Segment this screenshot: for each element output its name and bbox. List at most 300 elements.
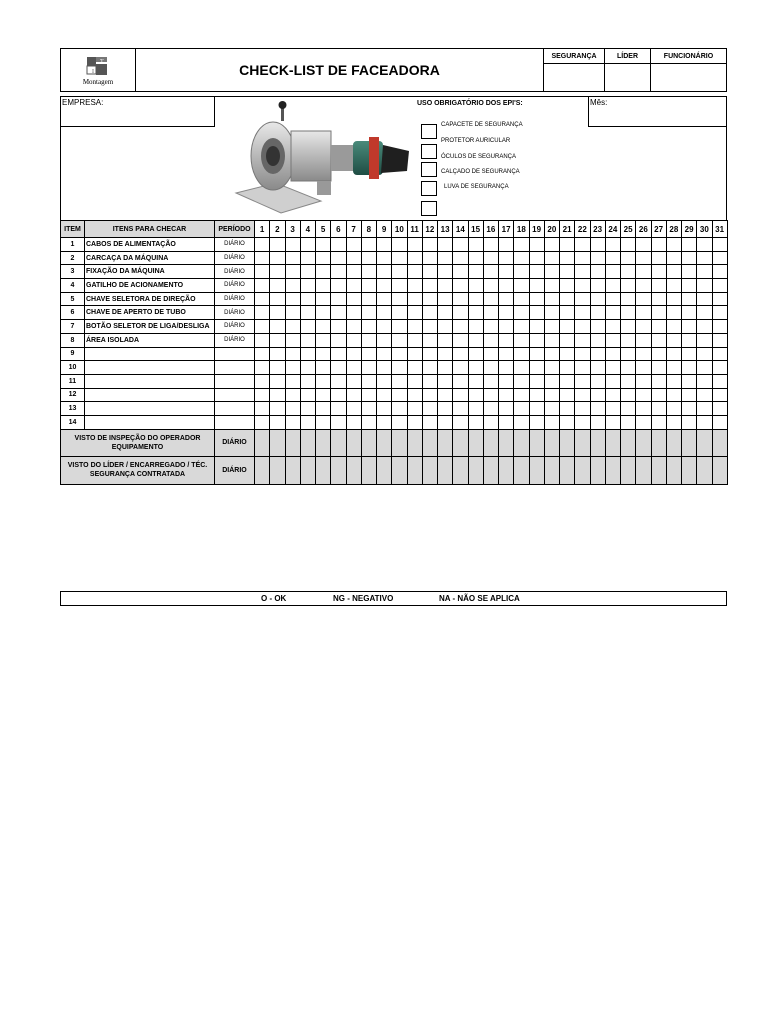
day-check-cell[interactable] xyxy=(712,388,727,402)
day-check-cell[interactable] xyxy=(499,279,514,293)
day-check-cell[interactable] xyxy=(316,251,331,265)
day-check-cell[interactable] xyxy=(377,347,392,361)
signature-day-cell[interactable] xyxy=(590,457,605,485)
day-check-cell[interactable] xyxy=(300,279,315,293)
day-check-cell[interactable] xyxy=(560,361,575,375)
day-check-cell[interactable] xyxy=(453,265,468,279)
day-check-cell[interactable] xyxy=(529,292,544,306)
day-check-cell[interactable] xyxy=(316,361,331,375)
day-check-cell[interactable] xyxy=(666,292,681,306)
epi-checkbox[interactable] xyxy=(421,162,437,177)
day-check-cell[interactable] xyxy=(300,361,315,375)
day-check-cell[interactable] xyxy=(361,279,376,293)
day-check-cell[interactable] xyxy=(682,292,697,306)
day-check-cell[interactable] xyxy=(438,388,453,402)
day-check-cell[interactable] xyxy=(316,265,331,279)
day-check-cell[interactable] xyxy=(590,306,605,320)
signature-day-cell[interactable] xyxy=(422,457,437,485)
signature-day-cell[interactable] xyxy=(407,429,422,457)
day-check-cell[interactable] xyxy=(438,415,453,429)
day-check-cell[interactable] xyxy=(438,374,453,388)
day-check-cell[interactable] xyxy=(636,388,651,402)
day-check-cell[interactable] xyxy=(560,347,575,361)
day-check-cell[interactable] xyxy=(331,347,346,361)
day-check-cell[interactable] xyxy=(590,402,605,416)
day-check-cell[interactable] xyxy=(453,347,468,361)
day-check-cell[interactable] xyxy=(529,388,544,402)
day-check-cell[interactable] xyxy=(316,388,331,402)
day-check-cell[interactable] xyxy=(499,388,514,402)
day-check-cell[interactable] xyxy=(499,374,514,388)
day-check-cell[interactable] xyxy=(300,306,315,320)
day-check-cell[interactable] xyxy=(514,388,529,402)
day-check-cell[interactable] xyxy=(651,292,666,306)
day-check-cell[interactable] xyxy=(575,374,590,388)
day-check-cell[interactable] xyxy=(285,320,300,334)
day-check-cell[interactable] xyxy=(346,306,361,320)
day-check-cell[interactable] xyxy=(331,292,346,306)
day-check-cell[interactable] xyxy=(651,265,666,279)
day-check-cell[interactable] xyxy=(438,361,453,375)
day-check-cell[interactable] xyxy=(590,279,605,293)
signature-day-cell[interactable] xyxy=(544,429,559,457)
day-check-cell[interactable] xyxy=(407,388,422,402)
day-check-cell[interactable] xyxy=(483,251,498,265)
day-check-cell[interactable] xyxy=(346,265,361,279)
day-check-cell[interactable] xyxy=(575,279,590,293)
day-check-cell[interactable] xyxy=(255,333,270,347)
day-check-cell[interactable] xyxy=(621,374,636,388)
day-check-cell[interactable] xyxy=(544,415,559,429)
day-check-cell[interactable] xyxy=(560,265,575,279)
day-check-cell[interactable] xyxy=(636,402,651,416)
day-check-cell[interactable] xyxy=(712,415,727,429)
day-check-cell[interactable] xyxy=(682,333,697,347)
day-check-cell[interactable] xyxy=(514,251,529,265)
day-check-cell[interactable] xyxy=(438,265,453,279)
day-check-cell[interactable] xyxy=(529,415,544,429)
day-check-cell[interactable] xyxy=(621,347,636,361)
day-check-cell[interactable] xyxy=(605,388,620,402)
signature-day-cell[interactable] xyxy=(331,457,346,485)
day-check-cell[interactable] xyxy=(285,374,300,388)
day-check-cell[interactable] xyxy=(392,361,407,375)
day-check-cell[interactable] xyxy=(560,238,575,252)
mes-field[interactable] xyxy=(588,97,726,127)
day-check-cell[interactable] xyxy=(560,415,575,429)
signature-day-cell[interactable] xyxy=(483,429,498,457)
day-check-cell[interactable] xyxy=(468,402,483,416)
day-check-cell[interactable] xyxy=(605,238,620,252)
day-check-cell[interactable] xyxy=(621,333,636,347)
day-check-cell[interactable] xyxy=(255,347,270,361)
day-check-cell[interactable] xyxy=(422,279,437,293)
signature-day-cell[interactable] xyxy=(544,457,559,485)
day-check-cell[interactable] xyxy=(499,347,514,361)
day-check-cell[interactable] xyxy=(483,415,498,429)
day-check-cell[interactable] xyxy=(377,306,392,320)
day-check-cell[interactable] xyxy=(682,251,697,265)
day-check-cell[interactable] xyxy=(666,361,681,375)
day-check-cell[interactable] xyxy=(575,265,590,279)
day-check-cell[interactable] xyxy=(697,415,712,429)
day-check-cell[interactable] xyxy=(422,388,437,402)
day-check-cell[interactable] xyxy=(575,320,590,334)
day-check-cell[interactable] xyxy=(270,374,285,388)
day-check-cell[interactable] xyxy=(636,361,651,375)
day-check-cell[interactable] xyxy=(270,265,285,279)
day-check-cell[interactable] xyxy=(682,279,697,293)
signature-day-cell[interactable] xyxy=(529,457,544,485)
day-check-cell[interactable] xyxy=(499,292,514,306)
day-check-cell[interactable] xyxy=(468,306,483,320)
day-check-cell[interactable] xyxy=(316,402,331,416)
day-check-cell[interactable] xyxy=(636,306,651,320)
day-check-cell[interactable] xyxy=(697,347,712,361)
day-check-cell[interactable] xyxy=(483,292,498,306)
day-check-cell[interactable] xyxy=(331,415,346,429)
day-check-cell[interactable] xyxy=(529,320,544,334)
day-check-cell[interactable] xyxy=(560,251,575,265)
day-check-cell[interactable] xyxy=(651,279,666,293)
signature-day-cell[interactable] xyxy=(270,457,285,485)
day-check-cell[interactable] xyxy=(666,251,681,265)
day-check-cell[interactable] xyxy=(392,320,407,334)
day-check-cell[interactable] xyxy=(590,374,605,388)
day-check-cell[interactable] xyxy=(514,265,529,279)
day-check-cell[interactable] xyxy=(270,347,285,361)
signature-day-cell[interactable] xyxy=(483,457,498,485)
day-check-cell[interactable] xyxy=(666,374,681,388)
day-check-cell[interactable] xyxy=(621,292,636,306)
day-check-cell[interactable] xyxy=(697,251,712,265)
day-check-cell[interactable] xyxy=(636,292,651,306)
day-check-cell[interactable] xyxy=(453,374,468,388)
day-check-cell[interactable] xyxy=(483,402,498,416)
day-check-cell[interactable] xyxy=(575,402,590,416)
day-check-cell[interactable] xyxy=(621,320,636,334)
day-check-cell[interactable] xyxy=(682,320,697,334)
day-check-cell[interactable] xyxy=(621,361,636,375)
day-check-cell[interactable] xyxy=(285,333,300,347)
day-check-cell[interactable] xyxy=(651,333,666,347)
day-check-cell[interactable] xyxy=(422,320,437,334)
day-check-cell[interactable] xyxy=(514,402,529,416)
day-check-cell[interactable] xyxy=(514,361,529,375)
day-check-cell[interactable] xyxy=(483,306,498,320)
day-check-cell[interactable] xyxy=(300,292,315,306)
signature-day-cell[interactable] xyxy=(682,429,697,457)
day-check-cell[interactable] xyxy=(346,388,361,402)
day-check-cell[interactable] xyxy=(285,361,300,375)
day-check-cell[interactable] xyxy=(255,402,270,416)
day-check-cell[interactable] xyxy=(621,251,636,265)
day-check-cell[interactable] xyxy=(636,265,651,279)
day-check-cell[interactable] xyxy=(483,238,498,252)
day-check-cell[interactable] xyxy=(621,402,636,416)
day-check-cell[interactable] xyxy=(483,388,498,402)
day-check-cell[interactable] xyxy=(712,361,727,375)
day-check-cell[interactable] xyxy=(285,388,300,402)
day-check-cell[interactable] xyxy=(453,251,468,265)
day-check-cell[interactable] xyxy=(697,402,712,416)
day-check-cell[interactable] xyxy=(514,306,529,320)
day-check-cell[interactable] xyxy=(605,279,620,293)
day-check-cell[interactable] xyxy=(407,279,422,293)
day-check-cell[interactable] xyxy=(666,320,681,334)
day-check-cell[interactable] xyxy=(422,415,437,429)
day-check-cell[interactable] xyxy=(499,320,514,334)
day-check-cell[interactable] xyxy=(255,415,270,429)
day-check-cell[interactable] xyxy=(483,374,498,388)
signature-day-cell[interactable] xyxy=(499,429,514,457)
day-check-cell[interactable] xyxy=(544,361,559,375)
signature-day-cell[interactable] xyxy=(270,429,285,457)
day-check-cell[interactable] xyxy=(453,238,468,252)
day-check-cell[interactable] xyxy=(438,333,453,347)
day-check-cell[interactable] xyxy=(575,415,590,429)
day-check-cell[interactable] xyxy=(514,320,529,334)
day-check-cell[interactable] xyxy=(270,292,285,306)
day-check-cell[interactable] xyxy=(346,279,361,293)
day-check-cell[interactable] xyxy=(468,320,483,334)
day-check-cell[interactable] xyxy=(666,238,681,252)
day-check-cell[interactable] xyxy=(483,333,498,347)
day-check-cell[interactable] xyxy=(346,251,361,265)
signature-day-cell[interactable] xyxy=(636,457,651,485)
day-check-cell[interactable] xyxy=(651,306,666,320)
day-check-cell[interactable] xyxy=(346,238,361,252)
day-check-cell[interactable] xyxy=(529,361,544,375)
day-check-cell[interactable] xyxy=(483,361,498,375)
day-check-cell[interactable] xyxy=(255,238,270,252)
day-check-cell[interactable] xyxy=(575,361,590,375)
day-check-cell[interactable] xyxy=(605,265,620,279)
day-check-cell[interactable] xyxy=(453,292,468,306)
signature-day-cell[interactable] xyxy=(438,457,453,485)
day-check-cell[interactable] xyxy=(377,415,392,429)
day-check-cell[interactable] xyxy=(605,415,620,429)
day-check-cell[interactable] xyxy=(422,374,437,388)
day-check-cell[interactable] xyxy=(285,306,300,320)
signature-day-cell[interactable] xyxy=(438,429,453,457)
signature-day-cell[interactable] xyxy=(392,457,407,485)
day-check-cell[interactable] xyxy=(453,279,468,293)
day-check-cell[interactable] xyxy=(300,347,315,361)
day-check-cell[interactable] xyxy=(529,306,544,320)
day-check-cell[interactable] xyxy=(712,402,727,416)
day-check-cell[interactable] xyxy=(514,347,529,361)
signature-day-cell[interactable] xyxy=(255,457,270,485)
day-check-cell[interactable] xyxy=(255,320,270,334)
day-check-cell[interactable] xyxy=(361,415,376,429)
day-check-cell[interactable] xyxy=(560,402,575,416)
day-check-cell[interactable] xyxy=(300,251,315,265)
day-check-cell[interactable] xyxy=(514,279,529,293)
day-check-cell[interactable] xyxy=(300,238,315,252)
day-check-cell[interactable] xyxy=(438,347,453,361)
signature-day-cell[interactable] xyxy=(514,429,529,457)
day-check-cell[interactable] xyxy=(666,279,681,293)
day-check-cell[interactable] xyxy=(346,374,361,388)
day-check-cell[interactable] xyxy=(361,388,376,402)
day-check-cell[interactable] xyxy=(514,333,529,347)
day-check-cell[interactable] xyxy=(697,306,712,320)
day-check-cell[interactable] xyxy=(453,402,468,416)
day-check-cell[interactable] xyxy=(468,415,483,429)
day-check-cell[interactable] xyxy=(316,279,331,293)
day-check-cell[interactable] xyxy=(300,374,315,388)
day-check-cell[interactable] xyxy=(468,374,483,388)
day-check-cell[interactable] xyxy=(438,279,453,293)
day-check-cell[interactable] xyxy=(255,374,270,388)
day-check-cell[interactable] xyxy=(392,374,407,388)
day-check-cell[interactable] xyxy=(468,251,483,265)
day-check-cell[interactable] xyxy=(636,333,651,347)
day-check-cell[interactable] xyxy=(331,279,346,293)
day-check-cell[interactable] xyxy=(651,320,666,334)
day-check-cell[interactable] xyxy=(621,265,636,279)
signature-day-cell[interactable] xyxy=(697,457,712,485)
day-check-cell[interactable] xyxy=(422,402,437,416)
day-check-cell[interactable] xyxy=(499,402,514,416)
day-check-cell[interactable] xyxy=(407,374,422,388)
day-check-cell[interactable] xyxy=(605,361,620,375)
day-check-cell[interactable] xyxy=(331,361,346,375)
day-check-cell[interactable] xyxy=(575,333,590,347)
day-check-cell[interactable] xyxy=(499,251,514,265)
day-check-cell[interactable] xyxy=(590,347,605,361)
epi-checkbox[interactable] xyxy=(421,181,437,196)
day-check-cell[interactable] xyxy=(468,347,483,361)
signature-day-cell[interactable] xyxy=(590,429,605,457)
day-check-cell[interactable] xyxy=(331,320,346,334)
signature-day-cell[interactable] xyxy=(666,457,681,485)
day-check-cell[interactable] xyxy=(560,306,575,320)
day-check-cell[interactable] xyxy=(712,251,727,265)
day-check-cell[interactable] xyxy=(575,238,590,252)
day-check-cell[interactable] xyxy=(377,251,392,265)
day-check-cell[interactable] xyxy=(544,279,559,293)
day-check-cell[interactable] xyxy=(636,238,651,252)
day-check-cell[interactable] xyxy=(544,347,559,361)
day-check-cell[interactable] xyxy=(270,361,285,375)
day-check-cell[interactable] xyxy=(666,306,681,320)
day-check-cell[interactable] xyxy=(407,361,422,375)
day-check-cell[interactable] xyxy=(544,251,559,265)
day-check-cell[interactable] xyxy=(377,333,392,347)
day-check-cell[interactable] xyxy=(407,402,422,416)
day-check-cell[interactable] xyxy=(514,238,529,252)
day-check-cell[interactable] xyxy=(331,388,346,402)
day-check-cell[interactable] xyxy=(316,238,331,252)
signature-day-cell[interactable] xyxy=(666,429,681,457)
day-check-cell[interactable] xyxy=(560,388,575,402)
epi-checkbox[interactable] xyxy=(421,144,437,159)
day-check-cell[interactable] xyxy=(270,333,285,347)
day-check-cell[interactable] xyxy=(544,320,559,334)
day-check-cell[interactable] xyxy=(499,238,514,252)
day-check-cell[interactable] xyxy=(255,279,270,293)
day-check-cell[interactable] xyxy=(361,251,376,265)
day-check-cell[interactable] xyxy=(544,292,559,306)
signature-day-cell[interactable] xyxy=(712,429,727,457)
day-check-cell[interactable] xyxy=(514,415,529,429)
signature-day-cell[interactable] xyxy=(377,457,392,485)
epi-checkbox[interactable] xyxy=(421,201,437,216)
signature-day-cell[interactable] xyxy=(361,429,376,457)
day-check-cell[interactable] xyxy=(712,306,727,320)
day-check-cell[interactable] xyxy=(468,238,483,252)
day-check-cell[interactable] xyxy=(331,402,346,416)
day-check-cell[interactable] xyxy=(407,347,422,361)
day-check-cell[interactable] xyxy=(377,292,392,306)
day-check-cell[interactable] xyxy=(361,333,376,347)
day-check-cell[interactable] xyxy=(285,402,300,416)
day-check-cell[interactable] xyxy=(483,265,498,279)
day-check-cell[interactable] xyxy=(361,361,376,375)
day-check-cell[interactable] xyxy=(407,265,422,279)
day-check-cell[interactable] xyxy=(636,415,651,429)
signature-day-cell[interactable] xyxy=(346,457,361,485)
signature-day-cell[interactable] xyxy=(468,429,483,457)
signature-day-cell[interactable] xyxy=(621,429,636,457)
day-check-cell[interactable] xyxy=(377,279,392,293)
day-check-cell[interactable] xyxy=(621,238,636,252)
day-check-cell[interactable] xyxy=(697,374,712,388)
day-check-cell[interactable] xyxy=(331,306,346,320)
day-check-cell[interactable] xyxy=(621,388,636,402)
day-check-cell[interactable] xyxy=(636,279,651,293)
day-check-cell[interactable] xyxy=(697,238,712,252)
day-check-cell[interactable] xyxy=(468,265,483,279)
day-check-cell[interactable] xyxy=(392,415,407,429)
signature-day-cell[interactable] xyxy=(575,429,590,457)
day-check-cell[interactable] xyxy=(361,292,376,306)
empresa-field[interactable] xyxy=(61,97,215,127)
day-check-cell[interactable] xyxy=(712,292,727,306)
day-check-cell[interactable] xyxy=(666,415,681,429)
day-check-cell[interactable] xyxy=(438,251,453,265)
day-check-cell[interactable] xyxy=(575,306,590,320)
day-check-cell[interactable] xyxy=(270,306,285,320)
signature-day-cell[interactable] xyxy=(575,457,590,485)
signature-day-cell[interactable] xyxy=(468,457,483,485)
day-check-cell[interactable] xyxy=(529,333,544,347)
day-check-cell[interactable] xyxy=(682,265,697,279)
day-check-cell[interactable] xyxy=(331,238,346,252)
day-check-cell[interactable] xyxy=(590,320,605,334)
day-check-cell[interactable] xyxy=(666,333,681,347)
day-check-cell[interactable] xyxy=(682,388,697,402)
day-check-cell[interactable] xyxy=(422,361,437,375)
signature-day-cell[interactable] xyxy=(560,457,575,485)
day-check-cell[interactable] xyxy=(255,265,270,279)
day-check-cell[interactable] xyxy=(651,402,666,416)
day-check-cell[interactable] xyxy=(529,238,544,252)
day-check-cell[interactable] xyxy=(453,361,468,375)
day-check-cell[interactable] xyxy=(346,415,361,429)
day-check-cell[interactable] xyxy=(590,333,605,347)
signature-day-cell[interactable] xyxy=(361,457,376,485)
signature-day-cell[interactable] xyxy=(651,429,666,457)
day-check-cell[interactable] xyxy=(300,333,315,347)
day-check-cell[interactable] xyxy=(544,374,559,388)
day-check-cell[interactable] xyxy=(483,279,498,293)
signature-day-cell[interactable] xyxy=(346,429,361,457)
day-check-cell[interactable] xyxy=(560,320,575,334)
day-check-cell[interactable] xyxy=(651,251,666,265)
